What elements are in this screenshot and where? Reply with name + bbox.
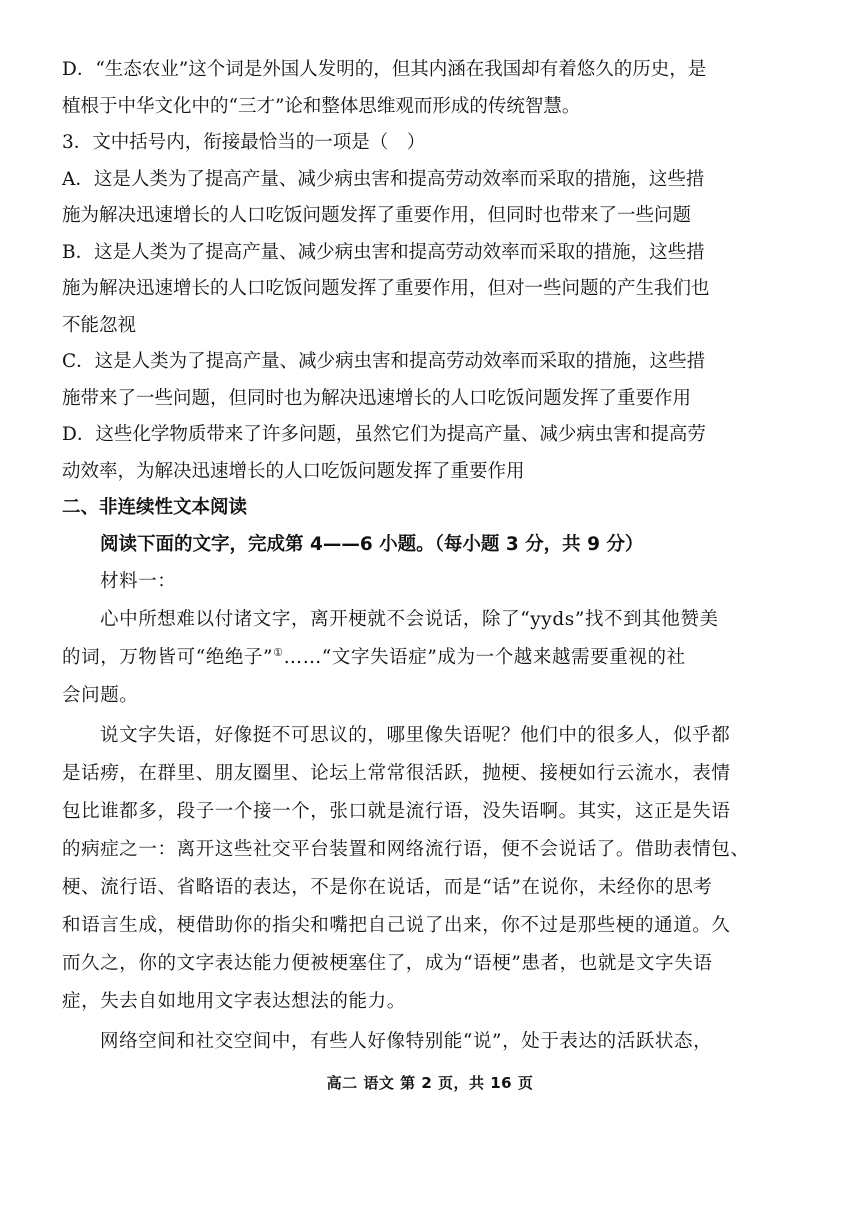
text-span: 的词，万物皆可“绝绝子” [62,647,274,668]
footnote-marker: ① [273,645,284,659]
material-label: 材料一： [100,571,177,592]
text-line: 植根于中华文化中的“三才”论和整体思维观而形成的传统智慧。 [62,95,581,117]
question-3 [62,125,798,490]
material-paragraph-1 [62,601,798,715]
text-line [62,639,798,677]
text-line: 而久之，你的文字表达能力便被梗塞住了，成为“语梗”患者，也就是文字失语 [62,953,713,974]
option-b [62,235,798,345]
text-line: D．“生态农业”这个词是外国人发明的，但其内涵在我国却有着悠久的历史，是 [62,59,707,80]
text-line: 说文字失语，好像挺不可思议的，哪里像失语呢？他们中的很多人，似乎都 [100,725,731,746]
text-line: A．这是人类为了提高产量、减少病虫害和提高劳动效率而采取的措施，这些措 [62,168,705,190]
text-line: 不能忽视 [62,314,137,336]
text-line: 会问题。 [62,685,139,706]
text-line: 是话痨，在群里、朋友圈里、论坛上常常很活跃，抛梗、接梗如行云流水，表情 [62,763,731,784]
text-line: 施为解决迅速增长的人口吃饭问题发挥了重要作用，但对一些问题的产生我们也 [62,278,710,299]
page-footer: 高二 语文 第 2 页，共 16 页 [326,1074,534,1092]
option-d [62,417,798,490]
text-span: ……“文字失语症”成为一个越来越需要重视的社 [283,647,686,668]
text-line: 梗、流行语、省略语的表达，不是你在说话，而是“话”在说你，未经你的思考 [62,877,713,898]
question-stem: 3．文中括号内，衔接最恰当的一项是（ ） [62,132,426,153]
text-line: 网络空间和社交空间中，有些人好像特别能“说”，处于表达的活跃状态， [100,1031,713,1052]
text-line: 和语言生成，梗借助你的指尖和嘴把自己说了出来，你不过是那些梗的通道。久 [62,915,731,936]
text-line: 动效率，为解决迅速增长的人口吃饭问题发挥了重要作用 [62,460,525,482]
text-line: C．这是人类为了提高产量、减少病虫害和提高劳动效率而采取的措施，这些措 [62,351,706,372]
question-2-option-d [62,52,798,125]
section-instruction: 阅读下面的文字，完成第 4——6 小题。（每小题 3 分，共 9 分） [100,533,644,555]
option-c [62,344,798,417]
text-line: 心中所想难以付诸文字，离开梗就不会说话，除了“yyds”找不到其他赞美 [100,609,719,630]
text-line: 施为解决迅速增长的人口吃饭问题发挥了重要作用，但同时也带来了一些问题 [62,205,692,226]
section-2 [62,490,798,1061]
text-line: 症，失去自如地用文字表达想法的能力。 [62,991,406,1012]
option-a [62,162,798,235]
text-line: 施带来了一些问题，但同时也为解决迅速增长的人口吃饭问题发挥了重要作用 [62,387,692,409]
text-line: D．这些化学物质带来了许多问题，虽然它们为提高产量、减少病虫害和提高劳 [62,424,706,445]
text-line: 包比谁都多，段子一个接一个，张口就是流行语，没失语啊。其实，这正是失语 [62,801,731,822]
material-paragraph-2 [62,717,798,1021]
text-line: B．这是人类为了提高产量、减少病虫害和提高劳动效率而采取的措施，这些措 [62,241,705,263]
text-line: 的病症之一：离开这些社交平台装置和网络流行语，便不会说话了。借助表情包、 [62,839,750,860]
material-paragraph-3 [62,1023,798,1061]
section-heading: 二、非连续性文本阅读 [62,497,248,518]
